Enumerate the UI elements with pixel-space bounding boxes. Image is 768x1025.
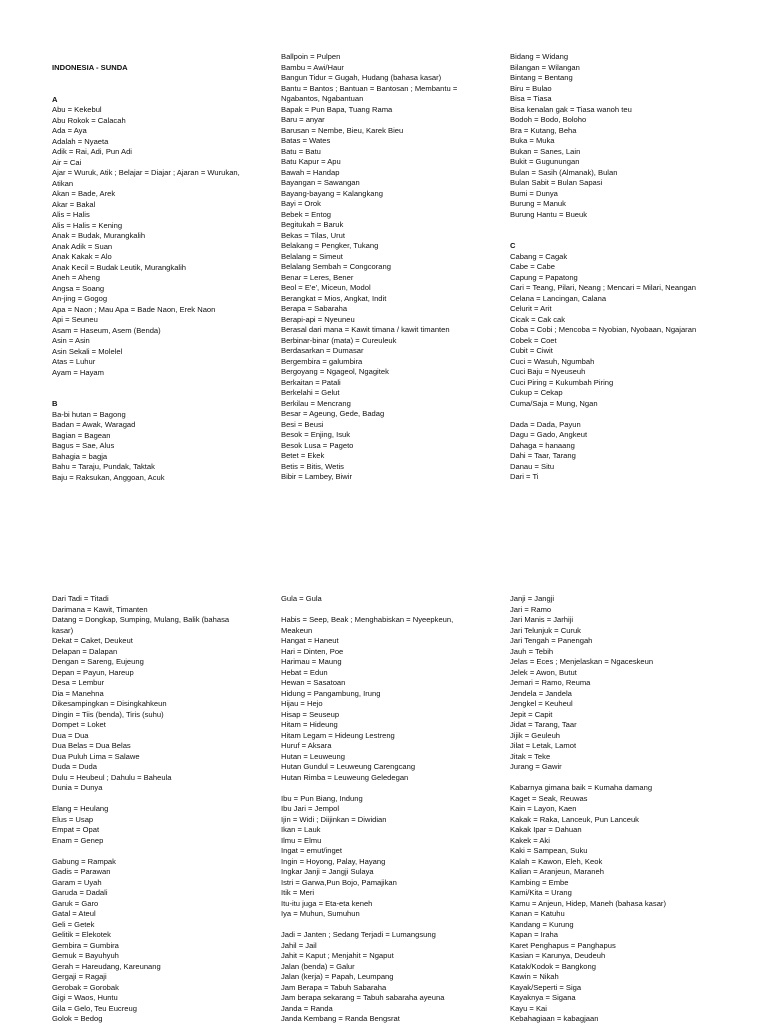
entry-line: Danau = Situ [510, 461, 555, 471]
entry-line: Karet Penghapus = Panghapus [510, 940, 616, 950]
entry-line: Dikesampingkan = Disingkahkeun [52, 699, 167, 708]
entry-line: Istri = Garwa,Pun Bojo, Pamajikan [281, 877, 397, 887]
entry-line: Air = Cai [52, 157, 82, 167]
entry-line: Janda = Randa [281, 1003, 333, 1013]
entry-line: Ayam = Hayam [52, 367, 104, 377]
entry-line: Bergoyang = Ngageol, Ngagitek [281, 367, 389, 376]
entry-line: Berangkat = Mios, Angkat, Indit [281, 293, 387, 303]
entry-line: Anak Kakak = Alo [52, 252, 112, 261]
entry-line: Jelas = Eces ; Menjelaskan = Ngaceskeun [510, 657, 654, 666]
entry-line: Golok = Bedog [52, 1014, 103, 1023]
entry-line: Kasian = Karunya, Deudeuh [510, 951, 606, 960]
entry-line: Itu-itu juga = Eta-eta keneh [281, 898, 373, 908]
entry-line: Hangat = Haneut [281, 636, 339, 645]
entry-line: Kambing = Embe [510, 877, 569, 887]
entry-line: Garuk = Garo [52, 898, 99, 908]
column-1 [52, 63, 280, 483]
entry-line: Garam = Uyah [52, 877, 102, 887]
entry-line: Bergembira = galumbira [281, 356, 363, 366]
entry-line: Garuda = Dadali [52, 888, 108, 897]
entry-line: Dari Tadi = Titadi [52, 594, 109, 603]
entry-line: Anak Kecil = Budak Leutik, Murangkalih [52, 262, 187, 272]
entry-line: Harimau = Maung [281, 657, 342, 666]
entry-line: Bodoh = Bodo, Bolohо [510, 115, 587, 124]
entry-line: Asin Sekali = Molelel [52, 346, 123, 356]
entry-line: Besi = Beusi [281, 419, 324, 429]
entry-line: Elang = Heulang [52, 804, 109, 813]
entry-line: Berkelahi = Gelut [281, 388, 340, 397]
entry-line: Cabe = Cabe [510, 262, 555, 271]
entry-line: Ada = Aya [52, 126, 87, 135]
entry-line: Bagian = Bagean [52, 430, 111, 440]
entry-line: Gila = Gelo, Teu Eucreug [52, 1003, 137, 1013]
entry-line: Ikan = Lauk [281, 825, 321, 834]
entry-line: Bayi = Orok [281, 199, 321, 208]
entry-line: Aneh = Aheng [52, 273, 100, 282]
entry-line: Cuci = Wasuh, Ngumbah [510, 356, 595, 366]
blank-line [52, 74, 280, 85]
blank-line [510, 231, 725, 242]
entry-line: Atikan [52, 178, 74, 188]
entry-line: Jam berapa sekarang = Tabuh sabaraha ayeuna [281, 993, 445, 1002]
entry-line: Berasal dari mana = Kawit timana / kawit timanten [281, 325, 450, 334]
entry-line: Geli = Getek [52, 919, 95, 929]
entry-line: Berdasarkan = Dumasar [281, 346, 364, 355]
entry-line: Hidung = Pangambung, Irung [281, 688, 381, 698]
entry-line: Depan = Payun, Hareup [52, 667, 134, 677]
entry-line: Jahil = Jail [281, 940, 317, 950]
entry-line: Dengan = Sareng, Eujeung [52, 657, 144, 666]
entry-line: Kamu = Anjeun, Hidep, Maneh (bahasa kasar) [510, 898, 666, 908]
entry-line: Api = Seuneu [52, 315, 98, 324]
entry-line: Bulan = Sasih (Almanak), Bulan [510, 167, 618, 177]
entry-line: Huruf = Aksara [281, 741, 332, 750]
entry-line: Begitukah = Baruk [281, 220, 344, 229]
entry-line: Bulan Sabit = Bulan Sapasi [510, 178, 603, 187]
entry-line: Kanan = Katuhu [510, 909, 565, 918]
entry-line: Jemari = Ramo, Reuma [510, 678, 591, 687]
entry-line: Badan = Awak, Waragad [52, 420, 136, 429]
entry-line: Ibu = Pun Biang, Indung [281, 793, 363, 803]
entry-line: Bahu = Taraju, Pundak, Taktak [52, 462, 155, 471]
entry-line: Janji = Jangji [510, 594, 555, 603]
entry-line: Gabung = Rampak [52, 856, 116, 866]
entry-line: Bangun Tidur = Gugah, Hudang (bahasa kasar) [281, 73, 442, 82]
entry-line: Bayangan = Sawangan [281, 178, 360, 187]
blank-line [52, 794, 280, 805]
entry-line: Belakang = Pengker, Tukang [281, 241, 379, 250]
entry-line: Bantu = Bantos ; Bantuan = Bantosan ; Membantu = [281, 83, 458, 93]
column-6 [510, 594, 725, 1025]
entry-line: Batu Kapur = Apu [281, 157, 341, 166]
entry-line: Jari Tengah = Panengah [510, 636, 593, 645]
column-5 [281, 594, 509, 1025]
entry-line: Dekat = Caket, Deukeut [52, 636, 133, 645]
entry-line: Jilat = Letak, Lamot [510, 741, 577, 750]
blank-line [510, 773, 725, 784]
entry-line: Hebat = Edun [281, 667, 328, 677]
entry-line: Beol = E'e', Miceun, Modol [281, 283, 371, 292]
entry-line: Akan = Bade, Arek [52, 189, 116, 198]
entry-line: Jari Telunjuk = Curuk [510, 625, 581, 635]
entry-line: Dunia = Dunya [52, 783, 103, 792]
entry-line: Burung Hantu = Bueuk [510, 209, 588, 219]
section-letter: C [510, 241, 516, 250]
entry-line: Bumi = Dunya [510, 188, 558, 198]
entry-line: Duda = Duda [52, 762, 97, 771]
entry-line: Hitam = Hideung [281, 720, 338, 729]
entry-line: Jahit = Kaput ; Menjahit = Ngaput [281, 951, 394, 960]
entry-line: Cuma/Saja = Mung, Ngan [510, 398, 598, 408]
entry-line: Kaki = Sampean, Suku [510, 846, 588, 855]
entry-line: Bilangan = Wilangan [510, 62, 580, 72]
entry-line: Jari Manis = Jarhiji [510, 615, 574, 624]
entry-line: Atas = Luhur [52, 357, 96, 366]
entry-line: Iya = Muhun, Sumuhun [281, 909, 360, 918]
entry-line: Coba = Cobi ; Mencoba = Nyobian, Nyobaan, Ngajaran [510, 325, 697, 334]
entry-line: Gembira = Gumbira [52, 940, 119, 950]
entry-line: Jurang = Gawir [510, 762, 562, 771]
entry-line: Darimana = Kawit, Timanten [52, 604, 148, 614]
entry-line: Kaget = Seak, Reuwas [510, 793, 588, 803]
entry-line: Jendela = Jandela [510, 688, 572, 698]
entry-line: Dada = Dada, Payun [510, 419, 581, 429]
entry-line: Gadis = Parawan [52, 867, 111, 876]
entry-line: Jijik = Geuleuh [510, 730, 561, 740]
entry-line: Akar = Bakal [52, 199, 96, 209]
entry-line: Kayak/Seperti = Siga [510, 982, 582, 992]
entry-line: Delapan = Dalapan [52, 646, 118, 656]
entry-line: Batas = Wates [281, 136, 331, 145]
entry-line: Berkilau = Mencrang [281, 398, 351, 408]
entry-line: Jauh = Tebih [510, 646, 554, 656]
entry-line: Kayaknya = Sigana [510, 993, 576, 1002]
entry-line: Ba-bi hutan = Bagong [52, 409, 126, 419]
entry-line: Gelitik = Elekotek [52, 930, 111, 939]
entry-line: Alis = Halis [52, 210, 90, 219]
entry-line: Kawin = Nikah [510, 972, 559, 981]
entry-line: Dahi = Taar, Tarang [510, 451, 576, 460]
entry-line: Belalang Sembah = Congcorang [281, 262, 391, 271]
entry-line: Cukup = Cekap [510, 388, 563, 397]
entry-line: Katak/Kodok = Bangkong [510, 961, 596, 971]
entry-line: Bahagia = bagja [52, 451, 108, 461]
entry-line: Berkaitan = Patali [281, 377, 341, 387]
entry-line: kasar) [52, 625, 74, 635]
entry-line: Kandang = Kurung [510, 919, 574, 929]
entry-line: Bukan = Sanes, Lain [510, 146, 581, 156]
entry-line: Jidat = Tarang, Taar [510, 720, 577, 729]
entry-line: Ingkar Janji = Jangji Sulaya [281, 867, 374, 876]
entry-line: Gerobak = Gorobak [52, 982, 119, 992]
entry-line: Cicak = Cak cak [510, 314, 566, 324]
entry-line: Besok Lusa = Pageto [281, 440, 354, 450]
entry-line: Barusan = Nembe, Bieu, Karek Bieu [281, 125, 404, 135]
entry-line: Gatal = Ateul [52, 909, 96, 918]
entry-line: Dompet = Loket [52, 720, 106, 729]
entry-line: Bayang-bayang = Kalangkang [281, 188, 383, 198]
entry-line: Dulu = Heubeul ; Dahulu = Baheula [52, 772, 172, 782]
entry-line: Jadi = Janten ; Sedang Terjadi = Lumangsung [281, 930, 436, 939]
entry-line: Elus = Usap [52, 814, 94, 824]
entry-line: Ijin = Widi ; Diijinkan = Diwidian [281, 814, 387, 824]
entry-line: Benar = Leres, Bener [281, 272, 354, 282]
entry-line: Meakeun [281, 625, 313, 635]
entry-line: Betet = Ekek [281, 451, 325, 460]
entry-line: Celurit = Arit [510, 304, 552, 313]
entry-line: Dari = Ti [510, 472, 539, 481]
entry-line: Kalah = Kawon, Eleh, Keok [510, 856, 603, 866]
blank-line [510, 409, 725, 420]
entry-line: Dua = Dua [52, 730, 89, 740]
entry-line: Gerah = Hareudang, Kareunang [52, 961, 161, 971]
entry-line: Dingin = Tiis (benda), Tiris (suhu) [52, 709, 164, 719]
section-letter: B [52, 399, 58, 408]
blank-line [281, 920, 509, 931]
entry-line: Hari = Dinten, Poe [281, 646, 344, 656]
entry-line: Kakek = Aki [510, 835, 550, 845]
entry-line: Kebahagiaan = kabagjaan [510, 1014, 599, 1023]
blank-line [510, 220, 725, 231]
entry-line: Cubit = Ciwit [510, 346, 553, 355]
entry-line: Kakak Ipar = Dahuan [510, 825, 582, 834]
entry-line: Kalian = Aranjeun, Maraneh [510, 867, 604, 876]
entry-line: Hitam Legam = Hideung Lestreng [281, 730, 395, 740]
entry-line: Ngabantos, Ngabantuan [281, 94, 364, 103]
entry-line: Hijau = Hejo [281, 699, 323, 708]
entry-line: Janda Kembang = Randa Bengsrat [281, 1014, 400, 1023]
entry-line: Kakak = Raka, Lanceuk, Pun Lanceuk [510, 814, 639, 824]
entry-line: Betis = Bitis, Wetis [281, 461, 344, 471]
entry-line: Ajar = Wuruk, Atik ; Belajar = Diajar ; Ajaran = Wurukan, [52, 168, 240, 177]
entry-line: Anak Adik = Suan [52, 241, 113, 251]
entry-line: Empat = Opat [52, 825, 100, 834]
entry-line: Gergaji = Ragaji [52, 972, 107, 981]
entry-line: Bidang = Widang [510, 52, 569, 61]
entry-line: Jari = Ramo [510, 604, 552, 614]
entry-line: Cabang = Cagak [510, 251, 568, 261]
entry-line: Anak = Budak, Murangkalih [52, 231, 146, 240]
blank-line [52, 84, 280, 95]
entry-line: Dahaga = hanaang [510, 440, 575, 450]
entry-line: Datang = Dongkap, Sumping, Mulang, Balik (bahasa [52, 615, 230, 624]
entry-line: Ingin = Hoyong, Palay, Hayang [281, 856, 386, 866]
entry-line: Belalang = Simeut [281, 251, 343, 261]
entry-line: Desa = Lembur [52, 678, 105, 687]
entry-line: Burung = Manuk [510, 199, 566, 208]
entry-line: Hutan = Leuweung [281, 751, 345, 761]
entry-line: Itik = Meri [281, 888, 315, 897]
page-title: INDONESIA - SUNDA [52, 63, 128, 72]
entry-line: Abu Rokok = Calacah [52, 115, 126, 125]
entry-line: Capung = Papatong [510, 272, 578, 282]
entry-line: Baru = anyar [281, 115, 325, 124]
entry-line: Angsa = Soang [52, 283, 105, 293]
entry-line: Besar = Ageung, Gede, Badag [281, 409, 385, 418]
entry-line: Jelek = Awon, Butut [510, 667, 577, 677]
section-letter: A [52, 94, 58, 104]
entry-line: Asam = Haseum, Asem (Benda) [52, 325, 161, 335]
column-2 [281, 52, 509, 483]
entry-line: Dagu = Gado, Angkeut [510, 430, 588, 439]
blank-line [281, 783, 509, 794]
entry-line: Bebek = Entog [281, 209, 332, 219]
entry-line: Bisa = Tiasa [510, 94, 552, 103]
entry-line: Ballpoin = Pulpen [281, 52, 341, 61]
entry-line: Berbinar-binar (mata) = Cureuleuk [281, 335, 397, 345]
entry-line: Apa = Naon ; Mau Apa = Bade Naon, Erek Naon [52, 304, 216, 314]
entry-line: Bambu = Awi/Haur [281, 62, 344, 72]
entry-line: Cuci Baju = Nyeuseuh [510, 367, 586, 376]
column-3 [510, 52, 725, 483]
entry-line: Biru = Bulao [510, 83, 552, 93]
blank-line [281, 605, 509, 616]
entry-line: Hisap = Seuseup [281, 709, 340, 719]
entry-line: Jengkel = Keuheul [510, 699, 573, 708]
entry-line: Kayu = Kai [510, 1003, 547, 1013]
entry-line: Berapa = Sabaraha [281, 304, 348, 313]
entry-line: Gigi = Waos, Huntu [52, 993, 118, 1002]
column-4 [52, 594, 280, 1025]
entry-line: Gula = Gula [281, 594, 322, 603]
entry-line: Abu = Kekebul [52, 105, 102, 114]
entry-line: Kain = Layon, Kaen [510, 804, 577, 813]
entry-line: Baju = Raksukan, Anggoan, Acuk [52, 472, 165, 482]
entry-line: An-jing = Gogog [52, 294, 108, 303]
entry-line: Asin = Asin [52, 336, 90, 345]
entry-line: Berapi-api = Nyeuneu [281, 314, 355, 324]
entry-line: Dua Puluh Lima = Salawe [52, 751, 140, 761]
entry-line: Bukit = Gugunungan [510, 157, 580, 166]
entry-line: Kami/Kita = Urang [510, 888, 572, 897]
entry-line: Bibir = Lambey, Biwir [281, 472, 352, 481]
entry-line: Bagus = Sae, Alus [52, 441, 115, 450]
entry-line: Bawah = Handap [281, 167, 340, 177]
entry-line: Kabarnya gimana baik = Kumaha damang [510, 783, 653, 792]
blank-line [52, 389, 280, 400]
entry-line: Cobek = Coet [510, 335, 557, 345]
entry-line: Bra = Kutang, Beha [510, 125, 577, 135]
entry-line: Jam Berapa = Tabuh Sabaraha [281, 982, 387, 992]
blank-line [52, 846, 280, 857]
entry-line: Hewan = Sasatoan [281, 678, 346, 687]
entry-line: Jitak = Teke [510, 751, 551, 761]
entry-line: Bisa kenalan gak = Tiasa wanoh teu [510, 104, 632, 114]
entry-line: Bapak = Pun Bapa, Tuang Rama [281, 104, 393, 114]
entry-line: Ilmu = Elmu [281, 835, 322, 845]
entry-line: Cuci Piring = Kukumbah Piring [510, 377, 614, 387]
entry-line: Kapan = Iraha [510, 930, 558, 939]
entry-line: Jalan (kerja) = Papah, Leumpang [281, 972, 394, 981]
entry-line: Celana = Lancingan, Calana [510, 293, 607, 303]
entry-line: Dia = Manehna [52, 688, 104, 698]
entry-line: Ibu Jari = Jempol [281, 804, 340, 813]
entry-line: Buka = Muka [510, 136, 555, 145]
entry-line: Hutan Gundul = Leuweung Carengcang [281, 762, 416, 771]
entry-line: Cari = Teang, Pilari, Neang ; Mencari = Milari, Neangan [510, 283, 696, 292]
entry-line: Besok = Enjing, Isuk [281, 430, 351, 439]
entry-line: Jepit = Capit [510, 709, 553, 719]
entry-line: Dua Belas = Dua Belas [52, 741, 131, 750]
entry-line: Gemuk = Bayuhyuh [52, 951, 119, 960]
entry-line: Ingat = emut/inget [281, 846, 343, 855]
entry-line: Bintang = Bentang [510, 73, 573, 82]
entry-line: Batu = Batu [281, 146, 321, 156]
entry-line: Bekas = Tilas, Urut [281, 230, 345, 240]
entry-line: Habis = Seep, Beak ; Menghabiskan = Nyeepkeun, [281, 615, 454, 624]
blank-line [52, 378, 280, 389]
entry-line: Enam = Genep [52, 835, 104, 845]
entry-line: Jalan (benda) = Galur [281, 961, 355, 971]
entry-line: Adik = Rai, Adi, Pun Adi [52, 147, 132, 156]
entry-line: Hutan Rimba = Leuweung Geledegan [281, 772, 409, 782]
entry-line: Adalah = Nyaeta [52, 136, 109, 146]
entry-line: Alis = Halis = Kening [52, 220, 123, 230]
